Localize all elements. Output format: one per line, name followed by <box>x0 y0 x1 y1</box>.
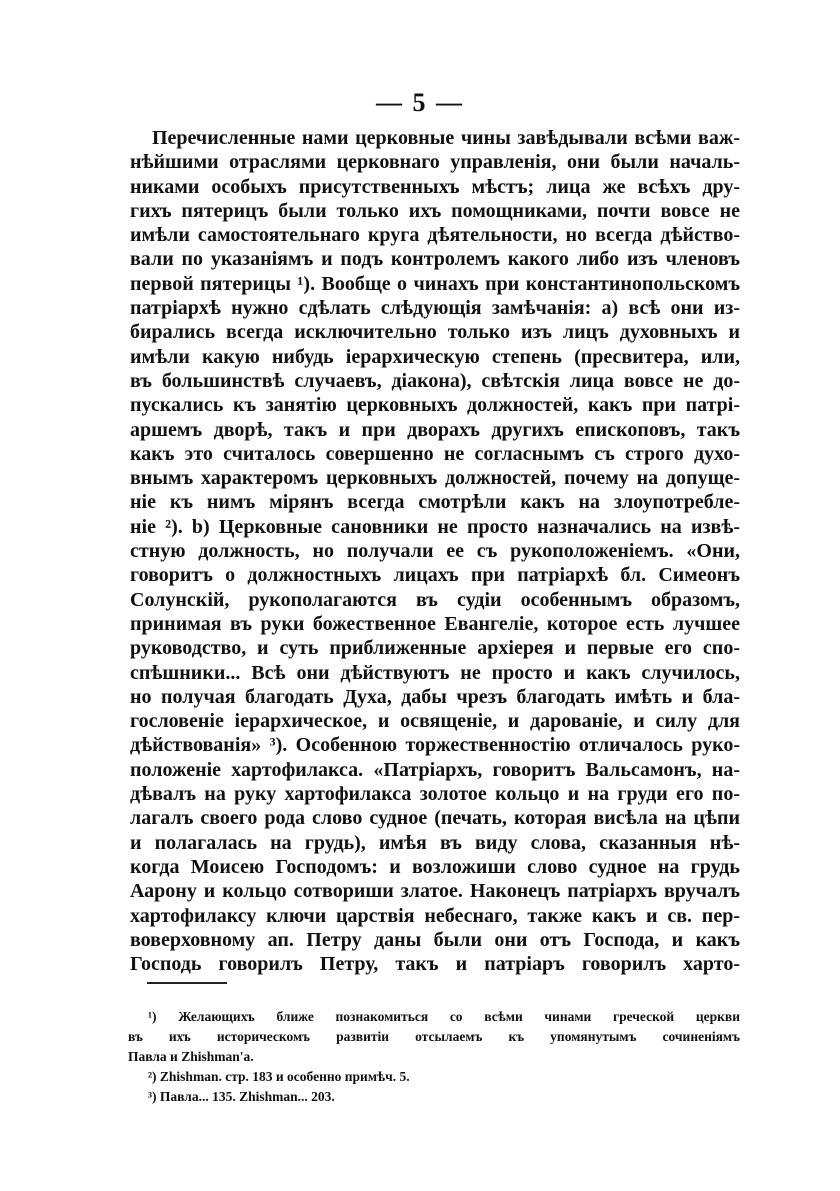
text-line: гихъ пятерицъ были только ихъ помощниками, почти вовсе не <box>130 199 740 222</box>
text-line: первой пятерицы ¹). Вообще о чинахъ при константинопольскомъ <box>130 272 740 295</box>
text-line: бирались всегда исключительно только изъ лицъ духовныхъ и <box>130 321 740 344</box>
text-line: лагалъ своего рода слово судное (печать, которая висѣла на цѣпи <box>130 807 740 830</box>
text-line: руководство, и суть приближенные архіерея и первые его спо- <box>130 637 740 660</box>
page-number: — 5 — <box>376 88 464 117</box>
text-line: говоритъ о должностныхъ лицахъ при патріархѣ бл. Симеонъ <box>130 564 740 587</box>
text-line: спѣшники... Всѣ они дѣйствуютъ не просто и какъ случилось, <box>130 661 740 684</box>
text-line: Солунскій, рукополагаются въ судіи особеннымъ образомъ, <box>130 588 740 611</box>
text-line: гословеніе іерархическое, и освященіе, и дарованіе, и силу для <box>130 710 740 733</box>
text-line: внымъ характеромъ церковныхъ должностей, почему на допуще- <box>130 467 740 490</box>
text-line: но получая благодать Духа, дабы чрезъ благодать имѣть и бла- <box>130 685 740 708</box>
text-line: аршемъ дворѣ, такъ и при дворахъ другихъ епископовъ, такъ <box>130 418 740 441</box>
main-text <box>130 126 740 976</box>
text-line: патріархѣ нужно сдѣлать слѣдующія замѣчанія: а) всѣ они из- <box>130 297 740 320</box>
text-line: въ большинствѣ случаевъ, діакона), свѣтскія лица вовсе не до- <box>130 369 740 392</box>
footnotes <box>128 1007 740 1107</box>
text-line: Господь говорилъ Петру, такъ и патріаръ говорилъ харто- <box>130 953 740 976</box>
footnote-divider <box>147 982 227 984</box>
text-line: какъ это считалось совершенно не согласнымъ съ строго духо- <box>130 442 740 465</box>
text-line: ніе къ нимъ мірянъ всегда смотрѣли какъ на злоупотребле- <box>130 491 740 514</box>
text-line: хартофилаксу ключи царствія небеснаго, также какъ и св. пер- <box>130 904 740 927</box>
text-line: пускались къ занятію церковныхъ должностей, какъ при патрі- <box>130 394 740 417</box>
text-line: воверховному ап. Петру даны были они отъ Господа, и какъ <box>130 928 740 951</box>
text-line: принимая въ руки божественное Евангеліе, которое есть лучшее <box>130 612 740 635</box>
text-line: вали по указаніямъ и подъ контролемъ какого либо изъ членовъ <box>130 248 740 271</box>
text-line: Аарону и кольцо сотвориши златое. Наконецъ патріархъ вручалъ <box>130 880 740 903</box>
text-line: нѣйшими отраслями церковнаго управленія, они были началь- <box>130 151 740 174</box>
text-line: дѣйствованія» ³). Особенною торжественностію отличалось руко- <box>130 734 740 757</box>
text-line: когда Моисею Господомъ: и возложиши слово судное на грудь <box>130 855 740 878</box>
text-line: положеніе хартофилакса. «Патріархъ, говоритъ Вальсамонъ, на- <box>130 758 740 781</box>
footnote-2: ²) Zhishman. стр. 183 и особенно примѣч. 5. <box>148 1069 410 1084</box>
footnote-1: ¹) Желающихъ ближе познакомиться со всѣми чинами греческой церкви <box>148 1009 740 1024</box>
footnote-1-cont: въ ихъ историческомъ развитіи отсылаемъ къ упомянутымъ сочиненіямъ <box>128 1029 740 1044</box>
text-line: и полагалась на грудь), имѣя въ виду слова, сказанныя нѣ- <box>130 831 740 854</box>
text-line: имѣли самостоятельнаго круга дѣятельности, но всегда дѣйство- <box>130 224 740 247</box>
text-line: никами особыхъ присутственныхъ мѣстъ; лица же всѣхъ дру- <box>130 175 740 198</box>
text-line: ніе ²). b) Церковные сановники не просто назначались на извѣ- <box>130 515 740 538</box>
footnote-1-end: Павла и Zhishman'a. <box>128 1049 254 1064</box>
text-line: стную должность, но получали ее съ рукоположеніемъ. «Они, <box>130 540 740 563</box>
text-line: Перечисленные нами церковные чины завѣдывали всѣми важ- <box>152 127 740 149</box>
text-line: дѣвалъ на руку хартофилакса золотое кольцо и на груди его по- <box>130 783 740 806</box>
footnote-3: ³) Павла... 135. Zhishman... 203. <box>148 1089 335 1104</box>
text-line: имѣли какую нибудь іерархическую степень (пресвитера, или, <box>130 345 740 368</box>
